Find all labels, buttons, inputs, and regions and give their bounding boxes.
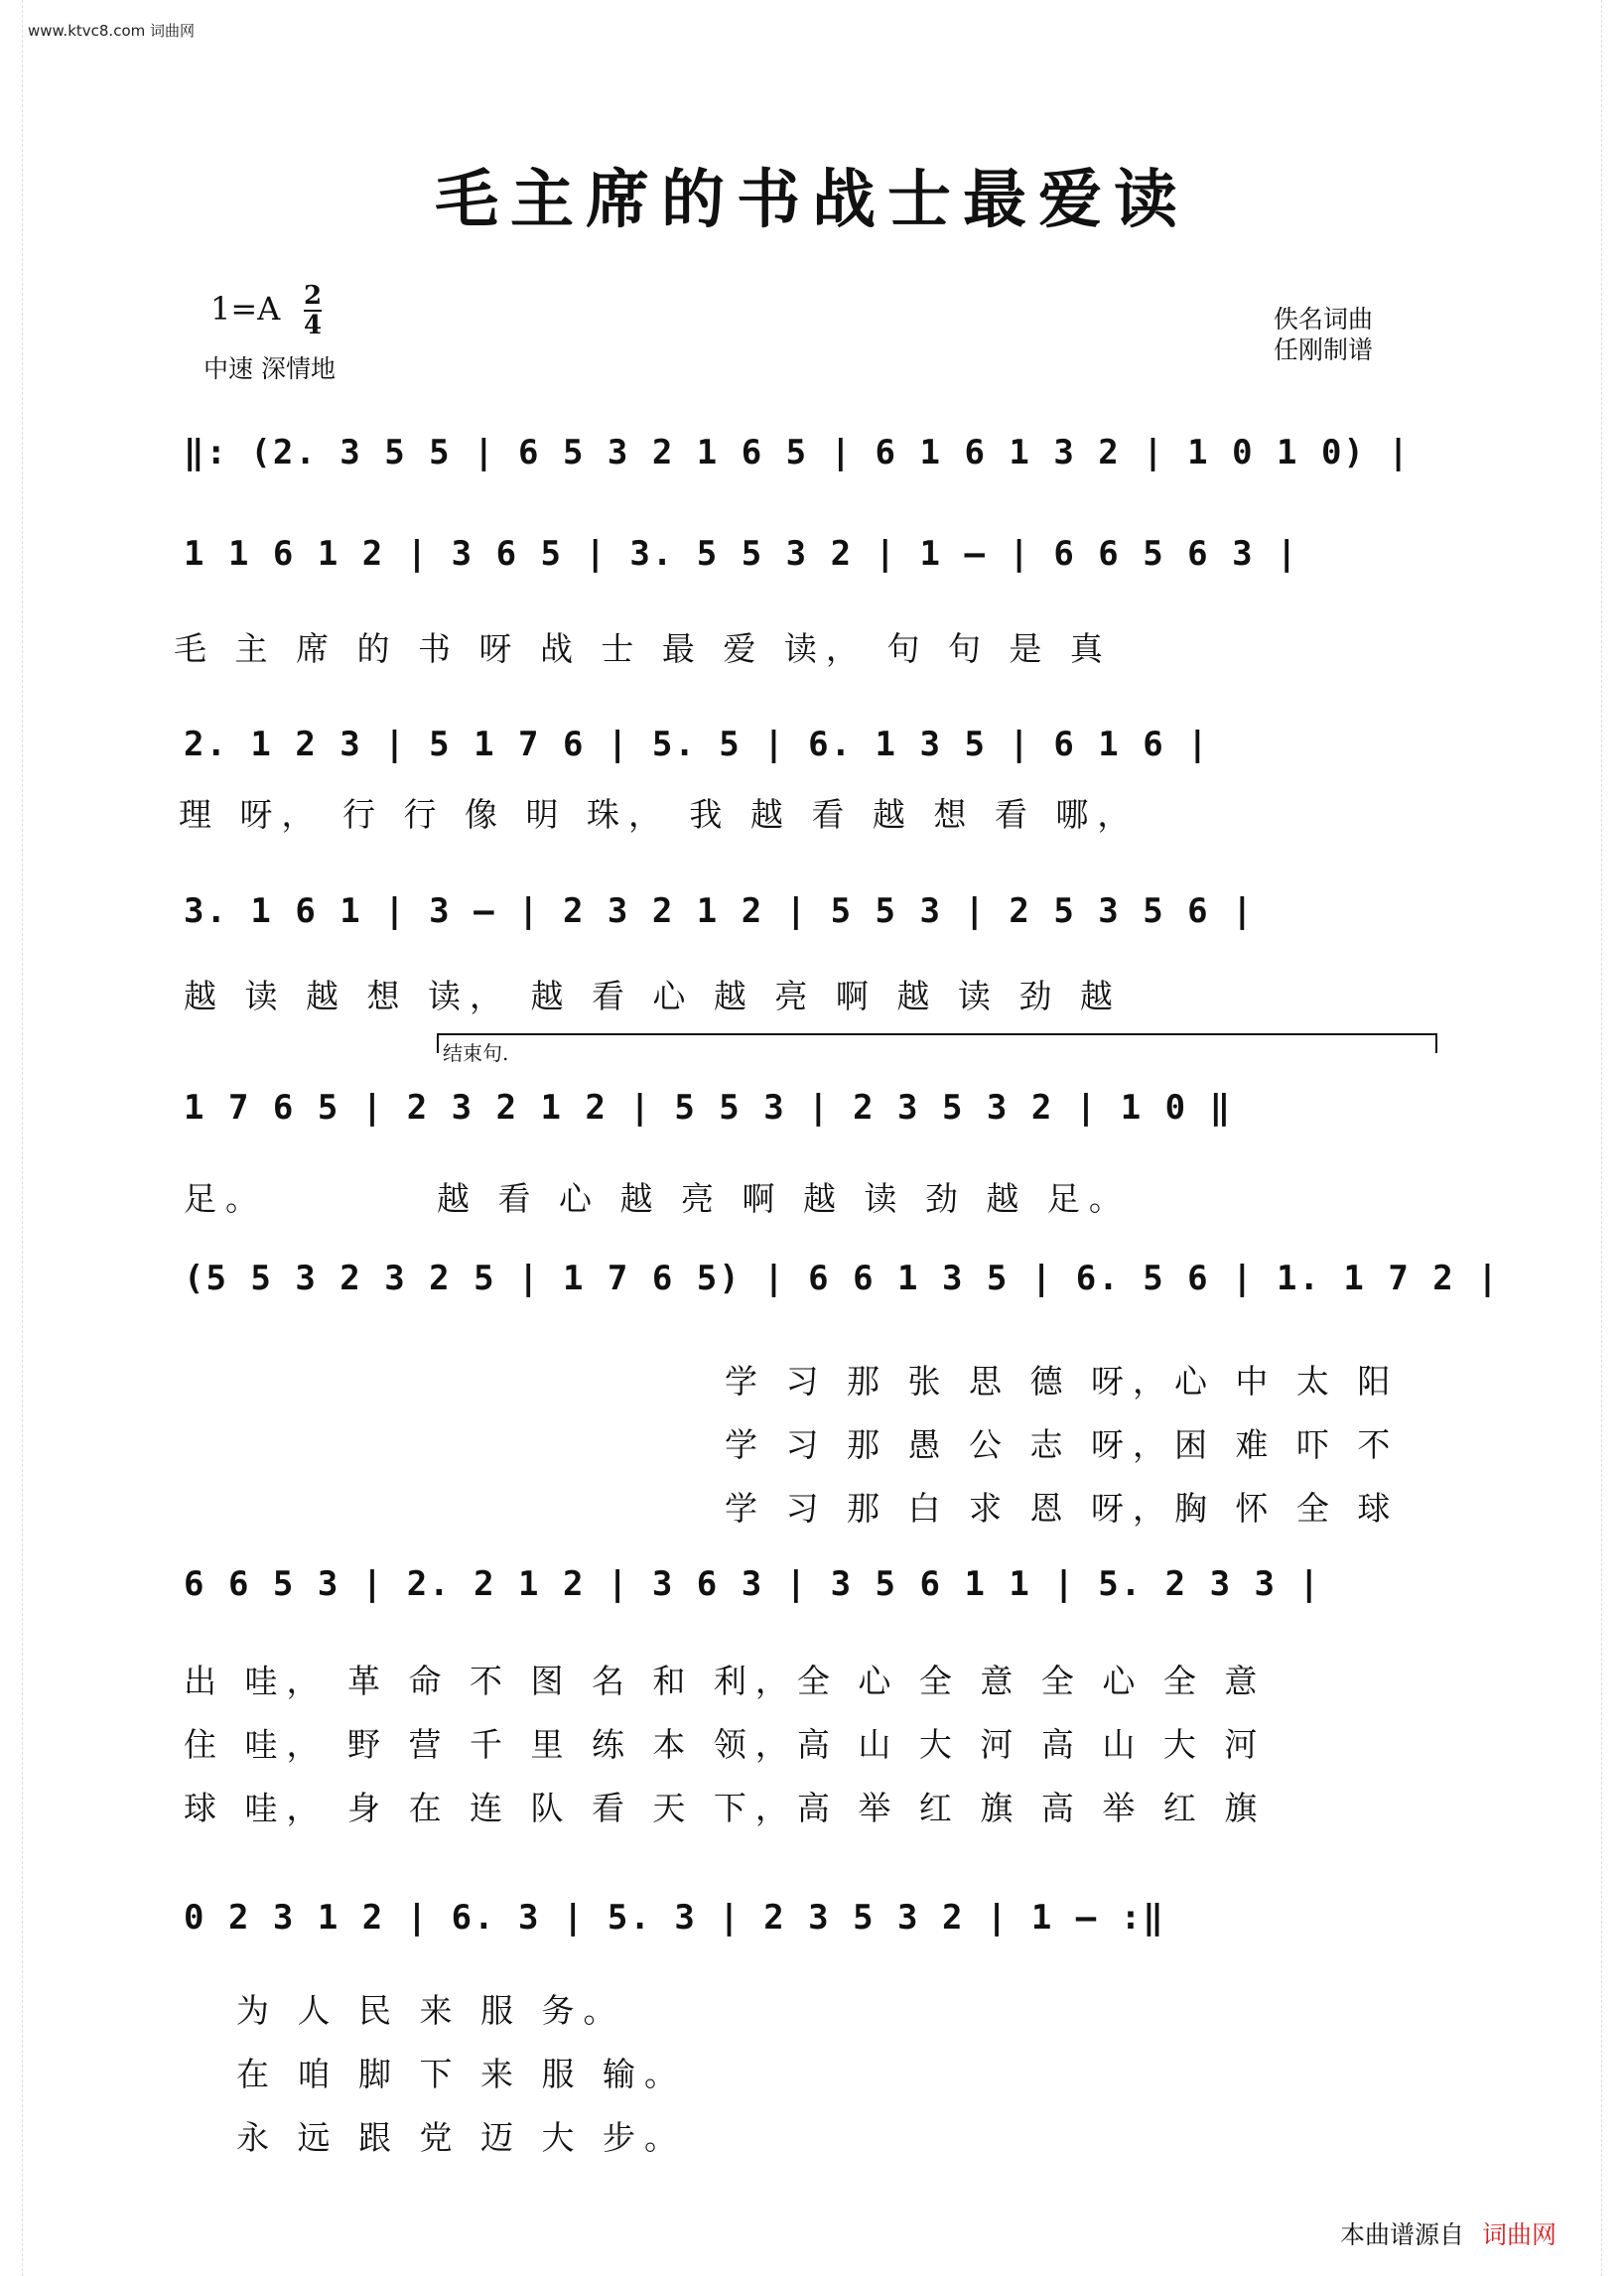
footer-text: 本曲谱源自 xyxy=(1339,2220,1464,2249)
left-margin-strip xyxy=(0,0,23,2276)
footer-source xyxy=(1340,2215,1556,2251)
stave-2 xyxy=(184,516,1444,596)
verse-line: 在 咱 脚 下 来 服 输。 xyxy=(236,2055,686,2093)
site-header: www.ktvc8.com 词曲网 xyxy=(28,22,196,40)
stave-7 xyxy=(184,1546,1444,1626)
time-signature xyxy=(304,283,322,338)
verse-line: 出 哇， 革 命 不 图 名 和 利，全 心 全 意 全 心 全 意 xyxy=(184,1662,1267,1700)
stave-5 xyxy=(184,1070,1444,1149)
verse-line: 住 哇， 野 营 千 里 练 本 领，高 山 大 河 高 山 大 河 xyxy=(184,1725,1267,1764)
stave-notes: (5 5 3 2 3 2 5 | 1 7 6 5) | 6 6 1 3 5 | 6. 5 6 | 1. 1 7 2 | xyxy=(184,1259,1500,1298)
time-top: 2 xyxy=(304,281,323,311)
tempo-marking: 中速 深情地 xyxy=(203,354,336,383)
ending-bracket xyxy=(437,1033,1437,1065)
stave-notes: 3. 1 6 1 | 3 – | 2 3 2 1 2 | 5 5 3 | 2 5 3 5 6 | xyxy=(184,891,1255,931)
credit-composer: 佚名词曲 xyxy=(1274,305,1374,334)
verse-line: 学 习 那 张 思 德 呀，心 中 太 阳 xyxy=(725,1362,1400,1401)
verse-line: 永 远 跟 党 迈 大 步。 xyxy=(236,2118,686,2157)
stave-notes: 1 7 6 5 | 2 3 2 1 2 | 5 5 3 | 2 3 5 3 2 | 1 0 ‖ xyxy=(184,1088,1233,1128)
lyrics-line: 毛 主 席 的 书 呀 战 士 最 爱 读， 句 句 是 真 xyxy=(174,629,1112,668)
stave-4 xyxy=(184,873,1444,953)
lyrics-line: 越 看 心 越 亮 啊 越 读 劲 越 足。 xyxy=(437,1179,1131,1218)
lyrics-line: 足。 xyxy=(184,1179,267,1218)
verse-line: 学 习 那 愚 公 志 呀，困 难 吓 不 xyxy=(725,1425,1400,1464)
verse-line: 学 习 那 白 求 恩 呀，胸 怀 全 球 xyxy=(725,1489,1400,1528)
stave-notes: 1 1 6 1 2 | 3 6 5 | 3. 5 5 3 2 | 1 – | 6 6 5 6 3 | xyxy=(184,534,1299,574)
stave-8 xyxy=(184,1880,1444,1959)
credit-arranger: 任刚制谱 xyxy=(1274,335,1374,364)
lyrics-line: 理 呀， 行 行 像 明 珠， 我 越 看 越 想 看 哪， xyxy=(179,795,1140,834)
stave-notes: 2. 1 2 3 | 5 1 7 6 | 5. 5 | 6. 1 3 5 | 6 1 6 | xyxy=(184,725,1210,764)
verse-line: 为 人 民 来 服 务。 xyxy=(236,1991,625,2030)
stave-notes: 0 2 3 1 2 | 6. 3 | 5. 3 | 2 3 5 3 2 | 1 – :‖ xyxy=(184,1898,1165,1938)
stave-6 xyxy=(184,1241,1500,1320)
ending-label: 结束句. xyxy=(443,1041,509,1065)
lyrics-line: 越 读 越 想 读， 越 看 心 越 亮 啊 越 读 劲 越 xyxy=(184,977,1122,1015)
footer-brand-link[interactable]: 词曲网 xyxy=(1481,2220,1556,2249)
verse-line: 球 哇， 身 在 连 队 看 天 下，高 举 红 旗 高 举 红 旗 xyxy=(184,1789,1267,1827)
key-signature: 1=A xyxy=(210,290,281,328)
song-title: 毛主席的书战士最爱读 xyxy=(435,163,1189,237)
stave-1 xyxy=(184,415,1444,494)
stave-notes: 6 6 5 3 | 2. 2 1 2 | 3 6 3 | 3 5 6 1 1 | 5. 2 3 3 | xyxy=(184,1564,1321,1604)
stave-3 xyxy=(184,707,1444,786)
time-bottom: 4 xyxy=(304,311,323,340)
right-margin-strip xyxy=(1601,0,1624,2276)
stave-notes: ‖: (2. 3 5 5 | 6 5 3 2 1 6 5 | 6 1 6 1 3 2 | 1 0 1 0) | xyxy=(184,433,1411,472)
